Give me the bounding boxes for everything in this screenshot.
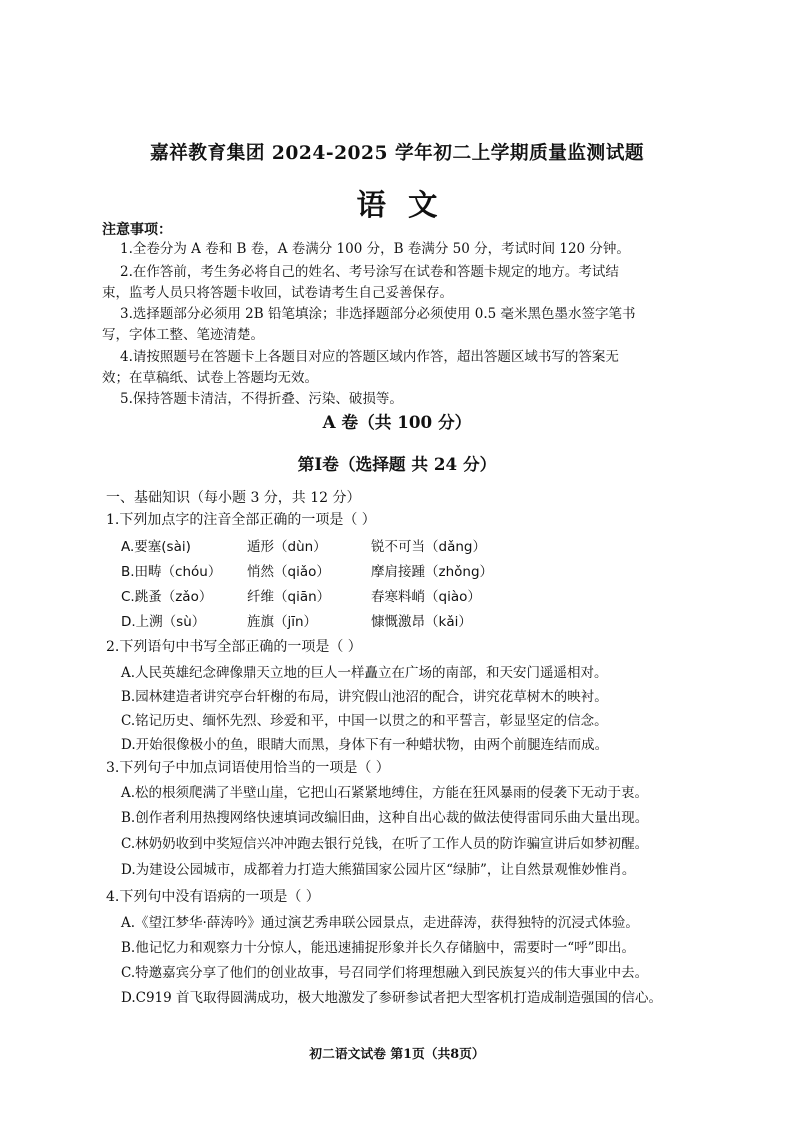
subject-title: 语文	[356, 187, 460, 222]
q1-option-b-1: B.田畴（chóu）	[121, 564, 222, 580]
q1-option-c-3: 春寒料峭（qiào）	[371, 589, 481, 605]
q4-option-a: A.《望江梦华·薛涛吟》通过演艺秀串联公园景点，走进薛涛，获得独特的沉浸式体验。	[121, 915, 639, 931]
q1-option-c-2: 纤维（qiān）	[247, 589, 331, 605]
q2-option-a: A.人民英雄纪念碑像鼎天立地的巨人一样矗立在广场的南部，和天安门遥遥相对。	[121, 665, 608, 681]
q1-option-a-3: 锐不可当（dǎng）	[371, 539, 486, 555]
q2-option-d: D.开始很像极小的鱼，眼睛大而黑，身体下有一种蜡状物，由两个前腿连结而成。	[121, 737, 609, 753]
question-4-stem: 4.下列句中没有语病的一项是（ ）	[106, 889, 320, 905]
section-a-heading: A 卷（共 100 分）	[322, 412, 472, 432]
q4-option-d: D.C919 首飞取得圆满成功，极大地激发了参研参试者把大型客机打造成制造强国的信心。	[121, 990, 663, 1006]
section-1-heading: 第Ⅰ卷（选择题 共 24 分）	[297, 454, 497, 474]
q2-option-c: C.铭记历史、缅怀先烈、珍爱和平，中国一以贯之的和平誓言，彰显坚定的信念。	[121, 713, 608, 729]
notice-line: 1.全卷分为 A 卷和 B 卷，A 卷满分 100 分，B 卷满分 50 分，考试时间 120 分钟。	[120, 241, 630, 257]
notice-line: 效；在草稿纸、试卷上答题均无效。	[102, 370, 318, 386]
q2-option-b: B.园林建造者讲究亭台轩榭的布局，讲究假山池沼的配合，讲究花草树木的映衬。	[121, 689, 608, 705]
q1-option-a-2: 遁形（dùn）	[247, 539, 327, 555]
q3-option-b: B.创作者利用热搜网络快速填词改编旧曲，这种自出心裁的做法使得雷同乐曲大量出现。	[121, 810, 649, 826]
q4-option-b: B.他记忆力和观察力十分惊人，能迅速捕捉形象并长久存储脑中，需要时一“呼”即出。	[121, 940, 636, 956]
q3-option-a: A.松的根须爬满了半壁山崖，它把山石紧紧地缚住，方能在狂风暴雨的侵袭下无动于衷。	[121, 785, 649, 801]
q1-option-b-3: 摩肩接踵（zhǒng）	[371, 564, 494, 580]
q1-option-d-2: 旌旗（jīn）	[247, 614, 318, 630]
q1-option-d-3: 慷慨激昂（kǎi）	[371, 614, 472, 630]
question-3-stem: 3.下列句子中加点词语使用恰当的一项是（ ）	[106, 760, 390, 776]
notice-line: 4.请按照题号在答题卡上各题目对应的答题区域内作答，超出答题区域书写的答案无	[120, 349, 619, 365]
q3-option-d: D.为建设公园城市，成都着力打造大熊猫国家公园片区“绿肺”，让自然景观惟妙惟肖。	[121, 862, 636, 878]
notice-line: 3.选择题部分必须用 2B 铅笔填涂；非选择题部分必须使用 0.5 毫米黑色墨水签字笔书	[120, 306, 636, 322]
page-footer: 初二语文试卷 第1页（共8页）	[309, 1047, 485, 1062]
part-heading: 一、基础知识（每小题 3 分，共 12 分）	[106, 490, 361, 506]
q1-option-c-1: C.跳蚤（zǎo）	[121, 589, 213, 605]
notice-line: 写，字体工整、笔迹清楚。	[102, 327, 264, 343]
exam-title: 嘉祥教育集团 2024-2025 学年初二上学期质量监测试题	[149, 142, 645, 164]
question-1-stem: 1.下列加点字的注音全部正确的一项是（ ）	[106, 512, 376, 528]
question-2-stem: 2.下列语句中书写全部正确的一项是（ ）	[106, 639, 362, 655]
q1-option-b-2: 悄然（qiǎo）	[247, 564, 330, 580]
q1-option-a-1: A.要塞(sài)	[121, 539, 191, 555]
q1-option-d-1: D.上溯（sù）	[121, 614, 206, 630]
notice-line: 束，监考人员只将答题卡收回，试卷请考生自己妥善保存。	[102, 285, 453, 301]
notice-heading: 注意事项：	[102, 222, 172, 238]
q3-option-c: C.林奶奶收到中奖短信兴冲冲跑去银行兑钱，在听了工作人员的防诈骗宣讲后如梦初醒。	[121, 836, 649, 852]
q4-option-c: C.特邀嘉宾分享了他们的创业故事，号召同学们将理想融入到民族复兴的伟大事业中去。	[121, 965, 649, 981]
notice-line: 5.保持答题卡清洁，不得折叠、污染、破损等。	[120, 391, 403, 407]
notice-line: 2.在作答前，考生务必将自己的姓名、考号涂写在试卷和答题卡规定的地方。考试结	[120, 264, 619, 280]
